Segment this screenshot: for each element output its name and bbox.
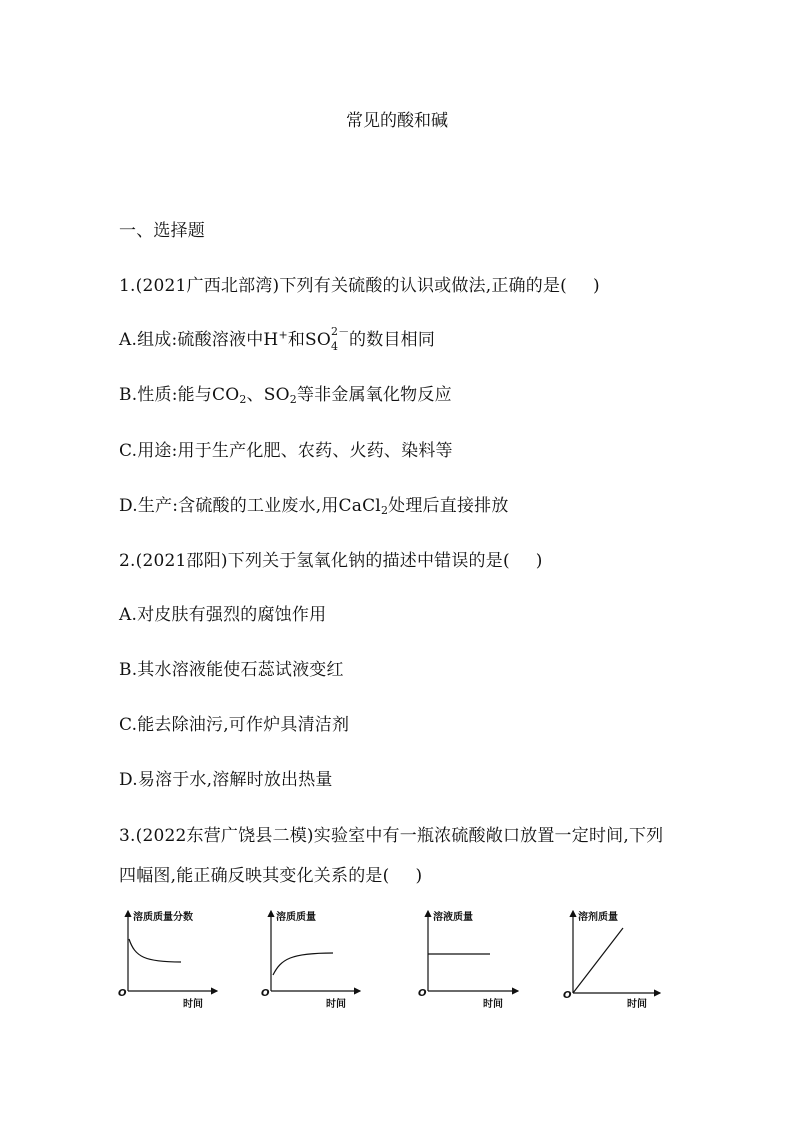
question-2-option-a: A.对皮肤有强烈的腐蚀作用 xyxy=(119,605,327,625)
question-1-option-d xyxy=(119,491,509,517)
page-title: 常见的酸和碱 xyxy=(346,111,448,131)
sulfate-ion-script xyxy=(331,324,350,353)
option-a-text-suffix: 的数目相同 xyxy=(349,330,436,350)
graph-a-origin: O xyxy=(118,988,127,999)
graph-b-x-label: 时间 xyxy=(326,999,346,1010)
question-2-option-b: B.其水溶液能使石蕊试液变红 xyxy=(119,660,344,680)
graph-b-origin: O xyxy=(261,988,270,999)
question-1-option-b xyxy=(119,380,452,406)
graph-d-line xyxy=(573,928,623,993)
section-heading: 一、选择题 xyxy=(119,221,205,241)
sulfate-charge: 2－ xyxy=(331,324,350,338)
question-1-stem-close: ) xyxy=(592,276,600,296)
option-b-text-prefix: B.性质:能与CO xyxy=(119,385,240,405)
graph-d-x-label: 时间 xyxy=(627,999,647,1010)
graph-b-y-label: 溶质质量 xyxy=(276,912,316,923)
question-3-stem-line-1: 3.(2022东营广饶县二模)实验室中有一瓶浓硫酸敞口放置一定时间,下列 xyxy=(119,826,664,846)
cacl2-subscript: 2 xyxy=(380,504,389,517)
question-2-stem xyxy=(119,546,543,571)
question-2-stem-close: ) xyxy=(535,551,543,571)
graph-c-origin: O xyxy=(418,988,427,999)
question-3-stem-close: ) xyxy=(415,866,423,886)
question-3-stem-text: 四幅图,能正确反映其变化关系的是( xyxy=(119,866,390,886)
question-2-stem-text: 2.(2021邵阳)下列关于氢氧化钠的描述中错误的是( xyxy=(119,551,510,571)
question-1-option-c: C.用途:用于生产化肥、农药、火药、染料等 xyxy=(119,441,453,461)
hydrogen-ion-charge: + xyxy=(278,328,288,342)
graph-a xyxy=(128,911,217,991)
graph-b-curve xyxy=(273,953,333,975)
option-a-text-mid: 和SO xyxy=(287,330,332,350)
so2-subscript: 2 xyxy=(289,393,297,406)
graph-a-curve xyxy=(129,939,181,962)
option-a-text-prefix: A.组成:硫酸溶液中H xyxy=(119,330,279,350)
graph-c xyxy=(428,911,518,991)
co2-subscript: 2 xyxy=(239,393,247,406)
answer-graphs xyxy=(113,905,673,1015)
option-d-text-suffix: 处理后直接排放 xyxy=(388,496,509,516)
question-1-stem xyxy=(119,271,600,296)
graph-c-y-label: 溶液质量 xyxy=(433,912,473,923)
graph-d xyxy=(573,911,660,993)
question-3-stem-line-2 xyxy=(119,861,422,886)
graph-d-origin: O xyxy=(563,990,572,1001)
question-1-stem-text: 1.(2021广西北部湾)下列有关硫酸的认识或做法,正确的是( xyxy=(119,276,567,296)
question-1-option-a xyxy=(119,324,436,353)
question-2-option-c: C.能去除油污,可作炉具清洁剂 xyxy=(119,715,350,735)
option-b-text-suffix: 等非金属氧化物反应 xyxy=(296,385,452,405)
option-d-text-prefix: D.生产:含硫酸的工业废水,用CaCl xyxy=(119,496,381,516)
graph-c-x-label: 时间 xyxy=(483,999,503,1010)
option-b-text-mid: 、SO xyxy=(246,385,290,405)
graph-d-y-label: 溶剂质量 xyxy=(578,912,618,923)
question-2-option-d: D.易溶于水,溶解时放出热量 xyxy=(119,770,333,790)
graph-a-x-label: 时间 xyxy=(183,999,203,1010)
graph-b xyxy=(271,911,360,991)
sulfate-subscript: 4 xyxy=(331,339,339,353)
graph-a-y-label: 溶质质量分数 xyxy=(133,912,193,923)
